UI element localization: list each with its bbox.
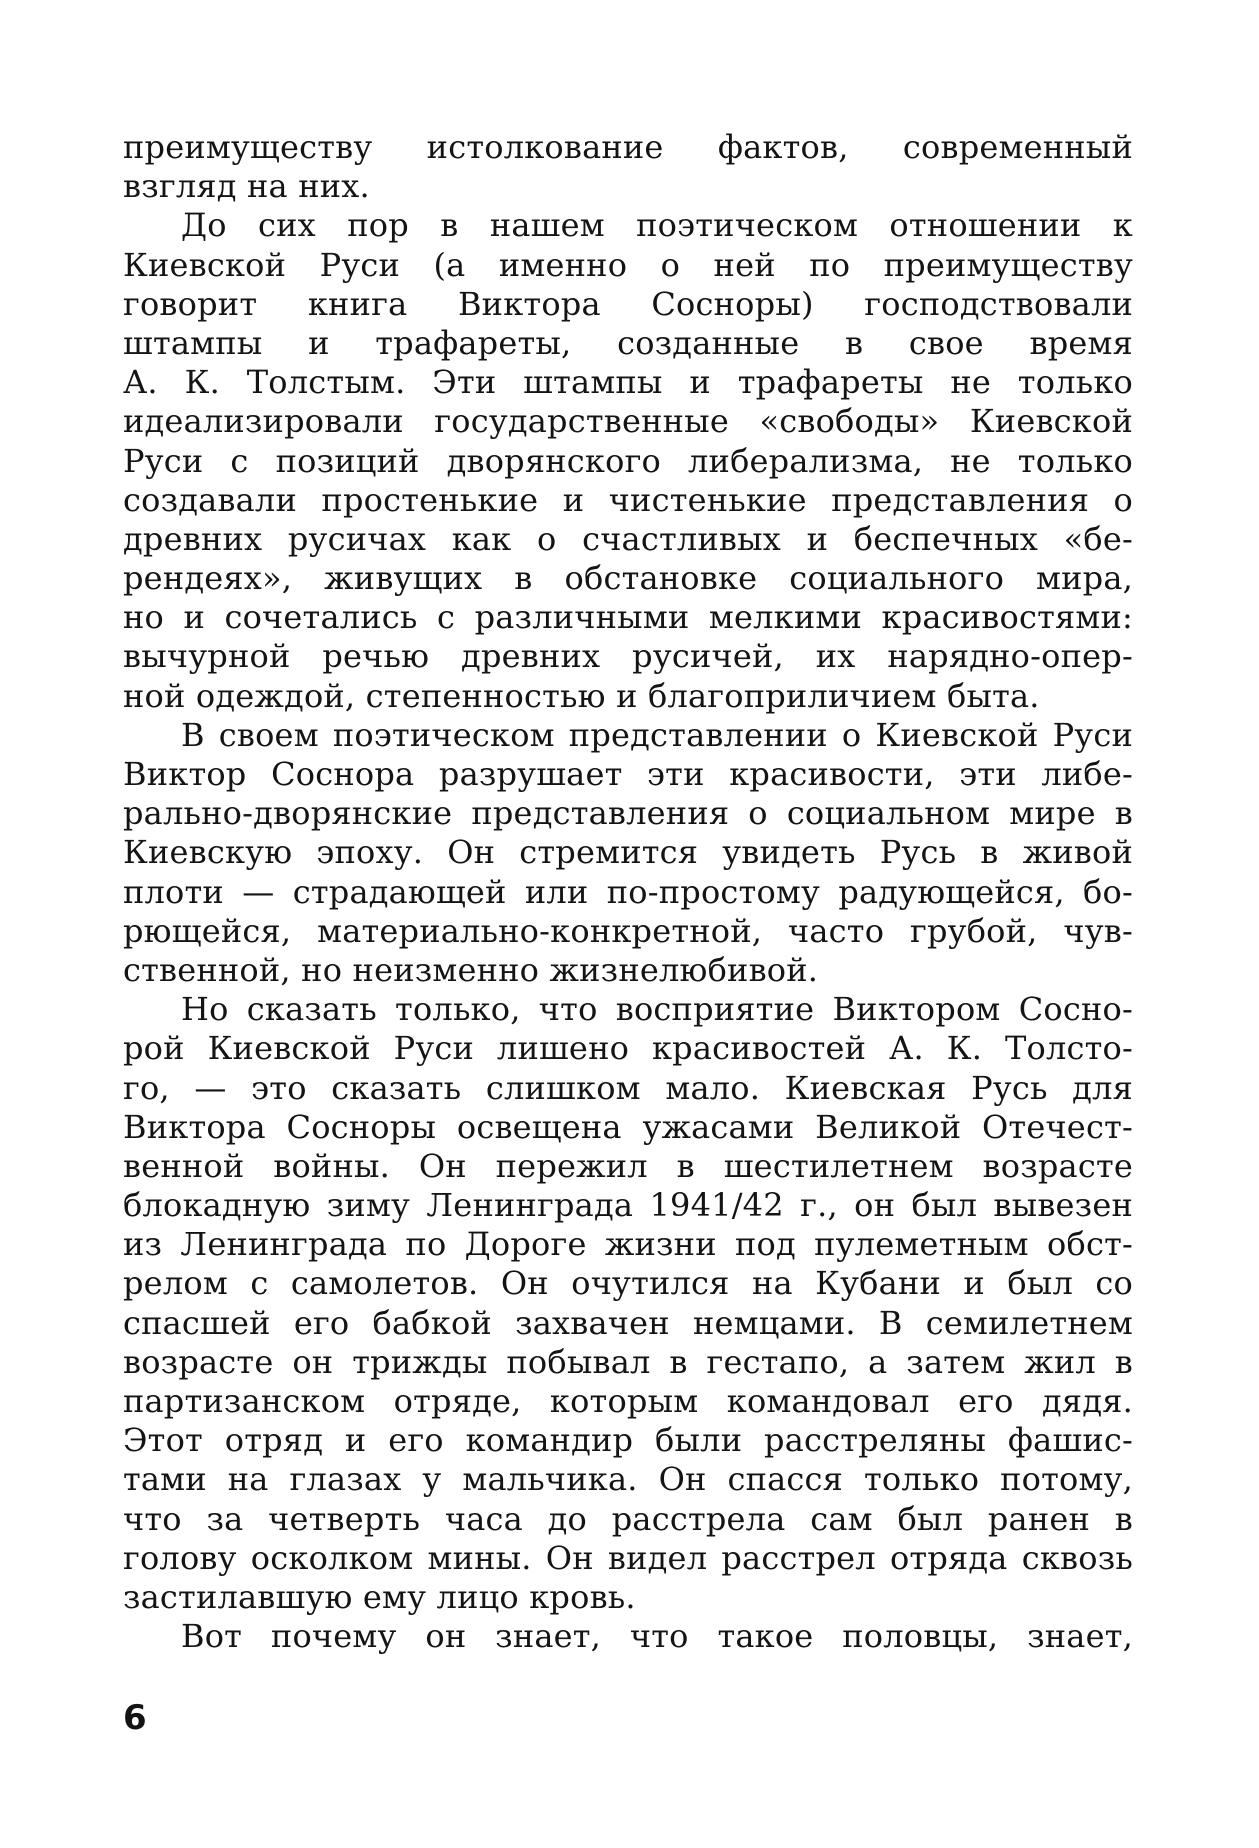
text-line: го, — это сказать слишком мало. Киевская Русь для [123, 1068, 1133, 1107]
text-line: создавали простенькие и чистенькие представления о [123, 480, 1133, 519]
page-number: 6 [123, 1698, 147, 1738]
text-line: Виктора Сосноры освещена ужасами Великой Отечест- [123, 1107, 1133, 1146]
text-line: из Ленинграда по Дороге жизни под пулеметным обст- [123, 1225, 1133, 1264]
text-line: ственной, но неизменно жизнелюбивой. [123, 950, 819, 989]
text-line: венной войны. Он пережил в шестилетнем возрасте [123, 1146, 1133, 1185]
text-line: партизанском отряде, которым командовал его дядя. [123, 1382, 1133, 1420]
text-line: застилавшую ему лицо кровь. [123, 1577, 636, 1616]
text-line: древних русичах как о счастливых и беспечных «бе- [123, 519, 1133, 558]
text-line: спасшей его бабкой захвачен немцами. В семилетнем [123, 1303, 1133, 1342]
text-line: идеализировали государственные «свободы» Киевской [123, 402, 1133, 441]
text-line: вычурной речью древних русичей, их нарядно-опер- [123, 637, 1133, 676]
text-line: взгляд на них. [123, 167, 370, 206]
paragraph-first-line: Но сказать только, что восприятие Виктором Сосно- [181, 990, 1133, 1029]
text-line: ной одеждой, степенностью и благоприличием быта. [123, 676, 1040, 715]
paragraph-first-line: Вот почему он знает, что такое половцы, знает, [181, 1617, 1133, 1656]
text-line: релом с самолетов. Он очутился на Кубани и был со [123, 1264, 1133, 1303]
text-line: но и сочетались с различными мелкими красивостями: [123, 598, 1133, 637]
text-line: Этот отряд и его командир были расстреляны фашис- [123, 1421, 1133, 1460]
text-line: рющейся, материально-конкретной, часто грубой, чув- [123, 911, 1133, 950]
text-line: что за четверть часа до расстрела сам был ранен в [123, 1499, 1133, 1538]
text-line: тами на глазах у мальчика. Он спасся только потому, [123, 1460, 1133, 1499]
text-line: рендеях», живущих в обстановке социального мира, [123, 559, 1133, 598]
text-line: Руси с позиций дворянского либерализма, не только [123, 441, 1133, 480]
text-line: Виктор Соснора разрушает эти красивости, эти либе- [123, 755, 1133, 793]
paragraph-first-line: До сих пор в нашем поэтическом отношении к [181, 206, 1133, 245]
paragraph-first-line: В своем поэтическом представлении о Киевской Руси [181, 715, 1133, 754]
text-line: возрасте он трижды побывал в гестапо, а затем жил в [123, 1342, 1133, 1381]
text-line: преимуществу истолкование фактов, современный [123, 128, 1133, 166]
text-line: говорит книга Виктора Сосноры) господствовали [123, 284, 1133, 323]
text-line: рально-дворянские представления о социальном мире в [123, 794, 1133, 833]
text-line: рой Киевской Руси лишено красивостей А. К. Толсто- [123, 1029, 1133, 1068]
body-text [123, 128, 1133, 1656]
text-line: плоти — страдающей или по-простому радующейся, бо- [123, 872, 1133, 911]
text-line: Киевской Руси (а именно о ней по преимуществу [123, 245, 1133, 284]
text-line: А. К. Толстым. Эти штампы и трафареты не только [123, 363, 1133, 402]
text-line: штампы и трафареты, созданные в свое время [123, 323, 1133, 362]
text-line: блокадную зиму Ленинграда 1941/42 г., он был вывезен [123, 1186, 1133, 1225]
text-line: голову осколком мины. Он видел расстрел отряда сквозь [123, 1538, 1133, 1577]
text-line: Киевскую эпоху. Он стремится увидеть Русь в живой [123, 833, 1133, 872]
